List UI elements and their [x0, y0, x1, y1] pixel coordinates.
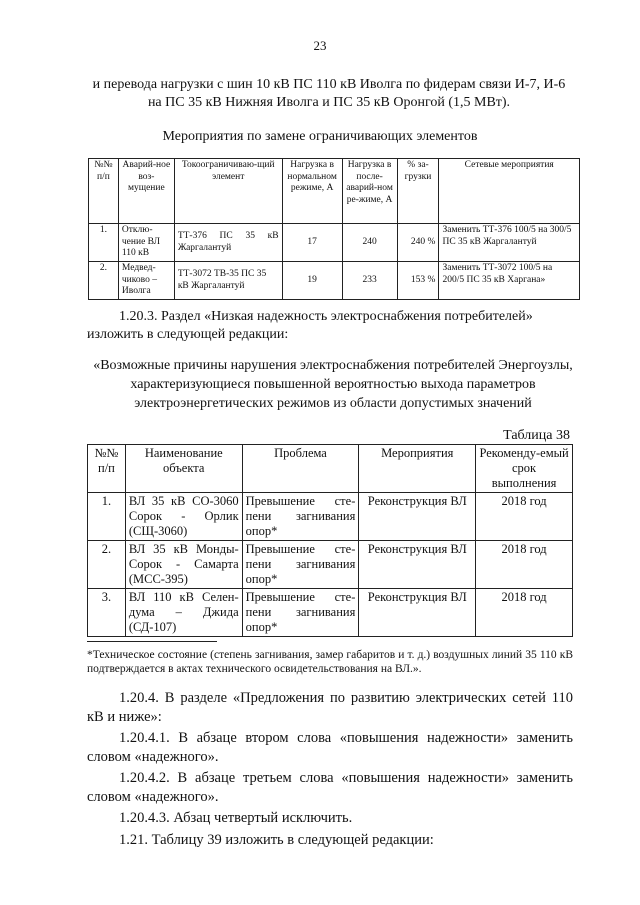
table2-cell: 2. — [88, 541, 126, 589]
table1-cell: Заменить ТТ-3072 100/5 на 200/5 ПС 35 кВ Харгана» — [439, 262, 580, 300]
table2-header: Наименование объекта — [125, 445, 242, 493]
table2-cell: Превышение сте-пени загнивания опор* — [242, 589, 359, 637]
table1-header: №№ п/п — [89, 159, 119, 224]
table1-header: Аварий-ное воз-мущение — [118, 159, 174, 224]
table2-header-row — [88, 445, 573, 493]
table1-cell: 17 — [282, 224, 342, 262]
table1-cell: 1. — [89, 224, 119, 262]
table1-header: Нагрузка в после-аварий-ном ре-жиме, А — [342, 159, 397, 224]
table2-cell: 1. — [88, 493, 126, 541]
table2-header: №№ п/п — [88, 445, 126, 493]
table1-cell: 233 — [342, 262, 397, 300]
page-number: 23 — [313, 38, 327, 53]
body-text — [87, 689, 573, 852]
table2-cell: Превышение сте-пени загнивания опор* — [242, 541, 359, 589]
table1-header: Сетевые мероприятия — [439, 159, 580, 224]
limiting-elements-table — [88, 158, 580, 300]
paragraph: 1.20.4.2. В абзаце третьем слова «повышения надежности» заменить словом «надежного». — [87, 770, 573, 805]
quote-heading: «Возможные причины нарушения электроснабжения потребителей Энергоузлы, характеризующиеся повышенной вероятностью выхода параметров электроэнергетических режимов из области допустимых значений — [93, 358, 573, 411]
table2-cell: Реконструкция ВЛ — [359, 589, 476, 637]
paragraph: 1.20.4. В разделе «Предложения по развитию электрических сетей 110 кВ и ниже»: — [87, 690, 573, 725]
table1-header-row — [89, 159, 580, 224]
table2-cell: Превышение сте-пени загнивания опор* — [242, 493, 359, 541]
paragraph: 1.20.4.1. В абзаце втором слова «повышения надежности» заменить словом «надежного». — [87, 730, 573, 765]
table-row — [89, 224, 580, 262]
table2-cell: ВЛ 110 кВ Селен-дума – Джида (СД-107) — [125, 589, 242, 637]
footnote-divider — [87, 641, 217, 642]
table2-cell: ВЛ 35 кВ Монды-Сорок - Самарта (МСС-395) — [125, 541, 242, 589]
table2-cell: 3. — [88, 589, 126, 637]
table1-cell: 240 % — [397, 224, 439, 262]
table2-cell: ВЛ 35 кВ СО-3060 Сорок - Орлик (СЩ-3060) — [125, 493, 242, 541]
table1-cell: Отклю-чение ВЛ 110 кВ — [118, 224, 174, 262]
table2-cell: 2018 год — [476, 493, 573, 541]
paragraph: 1.20.4.3. Абзац четвертый исключить. — [119, 810, 353, 826]
table1-cell: 19 — [282, 262, 342, 300]
table-row — [89, 262, 580, 300]
table1-cell: Медвед-чиково – Иволга — [118, 262, 174, 300]
reliability-table — [87, 444, 573, 637]
table1-header: Токоограничиваю-щий элемент — [174, 159, 282, 224]
table2-header: Рекоменду-емый срок выполнения — [476, 445, 573, 493]
table-row — [88, 541, 573, 589]
table1-cell: ТТ-376 ПС 35 кВ Жаргалантуй — [174, 224, 282, 262]
table2-header: Проблема — [242, 445, 359, 493]
table1-cell: 240 — [342, 224, 397, 262]
table1-header: Нагрузка в нормальном режиме, А — [282, 159, 342, 224]
table2-header: Мероприятия — [359, 445, 476, 493]
intro-paragraph: и перевода нагрузки с шин 10 кВ ПС 110 кВ Иволга по фидерам связи И-7, И-6 на ПС 35 кВ Нижняя Иволга и ПС 35 кВ Оронгой (1,5 МВт). — [92, 77, 566, 110]
table-row — [88, 589, 573, 637]
table1-header: % за-грузки — [397, 159, 439, 224]
table1-cell: ТТ-3072 ТВ-35 ПС 35 кВ Жаргалантуй — [174, 262, 282, 300]
table1-cell: 153 % — [397, 262, 439, 300]
table2-cell: Реконструкция ВЛ — [359, 493, 476, 541]
table-row — [88, 493, 573, 541]
table1-cell: 2. — [89, 262, 119, 300]
table2-cell: Реконструкция ВЛ — [359, 541, 476, 589]
table1-cell: Заменить ТТ-376 100/5 на 300/5 ПС 35 кВ Жаргалантуй — [439, 224, 580, 262]
paragraph: 1.21. Таблицу 39 изложить в следующей редакции: — [119, 831, 434, 848]
table-caption: Таблица 38 — [503, 428, 570, 443]
section-1-20-3-text: 1.20.3. Раздел «Низкая надежность электроснабжения потребителей» изложить в следующей редакции: — [87, 309, 533, 342]
section-1-20-3 — [87, 308, 573, 344]
table1-heading: Мероприятия по замене ограничивающих элементов — [162, 129, 478, 144]
table2-cell: 2018 год — [476, 589, 573, 637]
table2-cell: 2018 год — [476, 541, 573, 589]
footnote: *Техническое состояние (степень загнивания, замер габаритов и т. д.) воздушных линий 35 110 кВ подтверждается в актах технического освидетельствования на ВЛ.». — [87, 649, 573, 675]
